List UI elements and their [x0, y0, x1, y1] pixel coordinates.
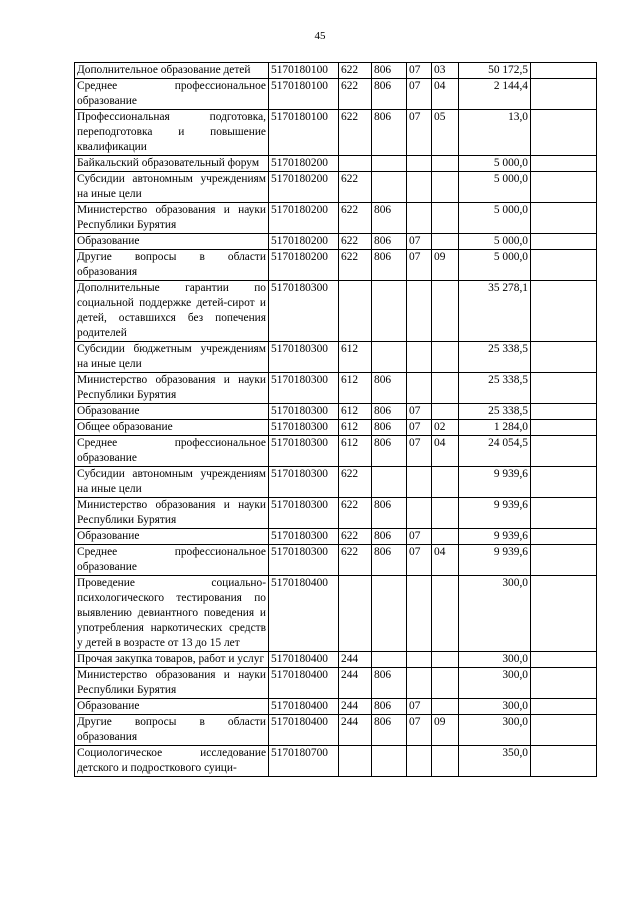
empty-cell	[531, 234, 597, 250]
expense-type-cell: 612	[339, 436, 372, 467]
table-row	[75, 373, 597, 404]
expense-type-cell	[339, 156, 372, 172]
section-code-cell	[407, 373, 432, 404]
section-code-cell: 07	[407, 420, 432, 436]
target-code-cell: 5170180300	[269, 498, 339, 529]
table-row	[75, 203, 597, 234]
expense-type-cell: 612	[339, 404, 372, 420]
expense-type-cell: 622	[339, 498, 372, 529]
section-code-cell: 07	[407, 545, 432, 576]
empty-cell	[531, 373, 597, 404]
expense-type-cell: 622	[339, 467, 372, 498]
target-code-cell: 5170180300	[269, 373, 339, 404]
table-row	[75, 172, 597, 203]
target-code-cell: 5170180300	[269, 545, 339, 576]
table-row	[75, 467, 597, 498]
item-name-cell: Субсидии бюджетным учреждениям на иные цели	[75, 342, 269, 373]
amount-cell: 9 939,6	[459, 529, 531, 545]
subsection-code-cell	[432, 467, 459, 498]
target-code-cell: 5170180700	[269, 746, 339, 777]
section-code-cell: 07	[407, 699, 432, 715]
section-code-cell: 07	[407, 404, 432, 420]
amount-cell: 24 054,5	[459, 436, 531, 467]
item-name-cell: Среднее профессиональное образование	[75, 79, 269, 110]
empty-cell	[531, 203, 597, 234]
expense-type-cell: 622	[339, 63, 372, 79]
item-name-cell: Субсидии автономным учреждениям на иные цели	[75, 467, 269, 498]
subsection-code-cell	[432, 746, 459, 777]
empty-cell	[531, 715, 597, 746]
empty-cell	[531, 436, 597, 467]
table-row	[75, 342, 597, 373]
target-code-cell: 5170180300	[269, 281, 339, 342]
expense-type-cell: 622	[339, 203, 372, 234]
subsection-code-cell	[432, 652, 459, 668]
target-code-cell: 5170180200	[269, 234, 339, 250]
expense-type-cell: 622	[339, 234, 372, 250]
table-row	[75, 234, 597, 250]
amount-cell: 25 338,5	[459, 404, 531, 420]
ministry-code-cell: 806	[372, 699, 407, 715]
table-row	[75, 281, 597, 342]
page-number: 45	[314, 30, 326, 42]
ministry-code-cell	[372, 172, 407, 203]
subsection-code-cell	[432, 281, 459, 342]
expense-type-cell	[339, 576, 372, 652]
table-row	[75, 404, 597, 420]
ministry-code-cell: 806	[372, 234, 407, 250]
ministry-code-cell: 806	[372, 668, 407, 699]
table-row	[75, 746, 597, 777]
item-name-cell: Дополнительные гарантии по социальной поддержке детей-сирот и детей, оставшихся без попечения родителей	[75, 281, 269, 342]
item-name-cell: Образование	[75, 699, 269, 715]
target-code-cell: 5170180300	[269, 342, 339, 373]
subsection-code-cell: 02	[432, 420, 459, 436]
expense-type-cell: 622	[339, 529, 372, 545]
ministry-code-cell: 806	[372, 545, 407, 576]
ministry-code-cell: 806	[372, 529, 407, 545]
item-name-cell: Министерство образования и науки Республики Бурятия	[75, 203, 269, 234]
table-row	[75, 498, 597, 529]
amount-cell: 350,0	[459, 746, 531, 777]
target-code-cell: 5170180300	[269, 436, 339, 467]
subsection-code-cell	[432, 404, 459, 420]
budget-table	[74, 62, 597, 777]
item-name-cell: Министерство образования и науки Республики Бурятия	[75, 668, 269, 699]
amount-cell: 300,0	[459, 576, 531, 652]
section-code-cell: 07	[407, 436, 432, 467]
target-code-cell: 5170180300	[269, 529, 339, 545]
item-name-cell: Образование	[75, 404, 269, 420]
target-code-cell: 5170180200	[269, 156, 339, 172]
item-name-cell: Образование	[75, 529, 269, 545]
amount-cell: 1 284,0	[459, 420, 531, 436]
item-name-cell: Профессиональная подготовка, переподготовка и повышение квалификации	[75, 110, 269, 156]
empty-cell	[531, 467, 597, 498]
amount-cell: 9 939,6	[459, 545, 531, 576]
subsection-code-cell: 05	[432, 110, 459, 156]
item-name-cell: Дополнительное образование детей	[75, 63, 269, 79]
amount-cell: 50 172,5	[459, 63, 531, 79]
target-code-cell: 5170180300	[269, 420, 339, 436]
empty-cell	[531, 342, 597, 373]
item-name-cell: Среднее профессиональное образование	[75, 436, 269, 467]
subsection-code-cell: 04	[432, 545, 459, 576]
item-name-cell: Другие вопросы в области образования	[75, 250, 269, 281]
section-code-cell: 07	[407, 79, 432, 110]
ministry-code-cell	[372, 342, 407, 373]
item-name-cell: Министерство образования и науки Республики Бурятия	[75, 498, 269, 529]
item-name-cell: Общее образование	[75, 420, 269, 436]
item-name-cell: Проведение социально-психологического тестирования по выявлению девиантного поведения и употребления наркотических средств у детей в возрасте от 13 до 15 лет	[75, 576, 269, 652]
empty-cell	[531, 498, 597, 529]
section-code-cell	[407, 576, 432, 652]
section-code-cell	[407, 203, 432, 234]
item-name-cell: Министерство образования и науки Республики Бурятия	[75, 373, 269, 404]
target-code-cell: 5170180400	[269, 699, 339, 715]
empty-cell	[531, 172, 597, 203]
table-row	[75, 250, 597, 281]
table-row	[75, 79, 597, 110]
ministry-code-cell: 806	[372, 373, 407, 404]
ministry-code-cell: 806	[372, 436, 407, 467]
section-code-cell: 07	[407, 63, 432, 79]
item-name-cell: Субсидии автономным учреждениям на иные цели	[75, 172, 269, 203]
section-code-cell: 07	[407, 234, 432, 250]
target-code-cell: 5170180100	[269, 79, 339, 110]
subsection-code-cell: 04	[432, 436, 459, 467]
empty-cell	[531, 699, 597, 715]
empty-cell	[531, 404, 597, 420]
target-code-cell: 5170180300	[269, 404, 339, 420]
ministry-code-cell: 806	[372, 63, 407, 79]
empty-cell	[531, 746, 597, 777]
amount-cell: 5 000,0	[459, 156, 531, 172]
amount-cell: 2 144,4	[459, 79, 531, 110]
amount-cell: 9 939,6	[459, 467, 531, 498]
amount-cell: 5 000,0	[459, 250, 531, 281]
subsection-code-cell	[432, 529, 459, 545]
expense-type-cell	[339, 746, 372, 777]
table-row	[75, 436, 597, 467]
ministry-code-cell	[372, 652, 407, 668]
subsection-code-cell: 04	[432, 79, 459, 110]
ministry-code-cell: 806	[372, 498, 407, 529]
ministry-code-cell: 806	[372, 250, 407, 281]
table-row	[75, 668, 597, 699]
item-name-cell: Социологическое исследование детского и подросткового суици-	[75, 746, 269, 777]
subsection-code-cell	[432, 498, 459, 529]
ministry-code-cell: 806	[372, 715, 407, 746]
section-code-cell	[407, 498, 432, 529]
subsection-code-cell	[432, 373, 459, 404]
expense-type-cell: 612	[339, 420, 372, 436]
section-code-cell: 07	[407, 715, 432, 746]
ministry-code-cell: 806	[372, 203, 407, 234]
section-code-cell	[407, 746, 432, 777]
empty-cell	[531, 79, 597, 110]
table-row	[75, 545, 597, 576]
expense-type-cell: 244	[339, 652, 372, 668]
expense-type-cell: 622	[339, 545, 372, 576]
empty-cell	[531, 63, 597, 79]
expense-type-cell: 622	[339, 250, 372, 281]
ministry-code-cell	[372, 576, 407, 652]
ministry-code-cell: 806	[372, 79, 407, 110]
subsection-code-cell	[432, 156, 459, 172]
target-code-cell: 5170180400	[269, 668, 339, 699]
table-row	[75, 699, 597, 715]
section-code-cell	[407, 156, 432, 172]
amount-cell: 5 000,0	[459, 234, 531, 250]
table-row	[75, 529, 597, 545]
section-code-cell	[407, 668, 432, 699]
table-row	[75, 576, 597, 652]
expense-type-cell: 244	[339, 668, 372, 699]
table-row	[75, 110, 597, 156]
amount-cell: 300,0	[459, 652, 531, 668]
empty-cell	[531, 250, 597, 281]
table-row	[75, 63, 597, 79]
amount-cell: 25 338,5	[459, 373, 531, 404]
section-code-cell	[407, 281, 432, 342]
ministry-code-cell: 806	[372, 404, 407, 420]
ministry-code-cell	[372, 156, 407, 172]
item-name-cell: Среднее профессиональное образование	[75, 545, 269, 576]
section-code-cell: 07	[407, 250, 432, 281]
expense-type-cell: 622	[339, 110, 372, 156]
section-code-cell	[407, 467, 432, 498]
amount-cell: 5 000,0	[459, 172, 531, 203]
empty-cell	[531, 529, 597, 545]
target-code-cell: 5170180200	[269, 203, 339, 234]
target-code-cell: 5170180400	[269, 652, 339, 668]
amount-cell: 25 338,5	[459, 342, 531, 373]
empty-cell	[531, 420, 597, 436]
section-code-cell	[407, 652, 432, 668]
budget-table-body	[75, 63, 597, 777]
amount-cell: 300,0	[459, 668, 531, 699]
subsection-code-cell	[432, 668, 459, 699]
target-code-cell: 5170180100	[269, 63, 339, 79]
empty-cell	[531, 652, 597, 668]
amount-cell: 300,0	[459, 699, 531, 715]
section-code-cell	[407, 172, 432, 203]
ministry-code-cell: 806	[372, 420, 407, 436]
amount-cell: 35 278,1	[459, 281, 531, 342]
subsection-code-cell	[432, 699, 459, 715]
subsection-code-cell: 03	[432, 63, 459, 79]
amount-cell: 13,0	[459, 110, 531, 156]
section-code-cell	[407, 342, 432, 373]
target-code-cell: 5170180400	[269, 576, 339, 652]
expense-type-cell: 622	[339, 79, 372, 110]
section-code-cell: 07	[407, 529, 432, 545]
subsection-code-cell	[432, 234, 459, 250]
table-row	[75, 420, 597, 436]
expense-type-cell	[339, 281, 372, 342]
expense-type-cell: 612	[339, 342, 372, 373]
table-row	[75, 156, 597, 172]
empty-cell	[531, 576, 597, 652]
item-name-cell: Байкальский образовательный форум	[75, 156, 269, 172]
empty-cell	[531, 281, 597, 342]
empty-cell	[531, 110, 597, 156]
expense-type-cell: 244	[339, 715, 372, 746]
expense-type-cell: 622	[339, 172, 372, 203]
subsection-code-cell	[432, 172, 459, 203]
section-code-cell: 07	[407, 110, 432, 156]
target-code-cell: 5170180200	[269, 172, 339, 203]
target-code-cell: 5170180300	[269, 467, 339, 498]
subsection-code-cell	[432, 576, 459, 652]
table-row	[75, 715, 597, 746]
target-code-cell: 5170180400	[269, 715, 339, 746]
amount-cell: 9 939,6	[459, 498, 531, 529]
target-code-cell: 5170180100	[269, 110, 339, 156]
empty-cell	[531, 545, 597, 576]
item-name-cell: Другие вопросы в области образования	[75, 715, 269, 746]
ministry-code-cell: 806	[372, 110, 407, 156]
target-code-cell: 5170180200	[269, 250, 339, 281]
subsection-code-cell	[432, 203, 459, 234]
ministry-code-cell	[372, 281, 407, 342]
empty-cell	[531, 668, 597, 699]
amount-cell: 300,0	[459, 715, 531, 746]
table-row	[75, 652, 597, 668]
subsection-code-cell: 09	[432, 715, 459, 746]
ministry-code-cell	[372, 746, 407, 777]
expense-type-cell: 612	[339, 373, 372, 404]
ministry-code-cell	[372, 467, 407, 498]
empty-cell	[531, 156, 597, 172]
item-name-cell: Образование	[75, 234, 269, 250]
amount-cell: 5 000,0	[459, 203, 531, 234]
item-name-cell: Прочая закупка товаров, работ и услуг	[75, 652, 269, 668]
subsection-code-cell: 09	[432, 250, 459, 281]
subsection-code-cell	[432, 342, 459, 373]
expense-type-cell: 244	[339, 699, 372, 715]
